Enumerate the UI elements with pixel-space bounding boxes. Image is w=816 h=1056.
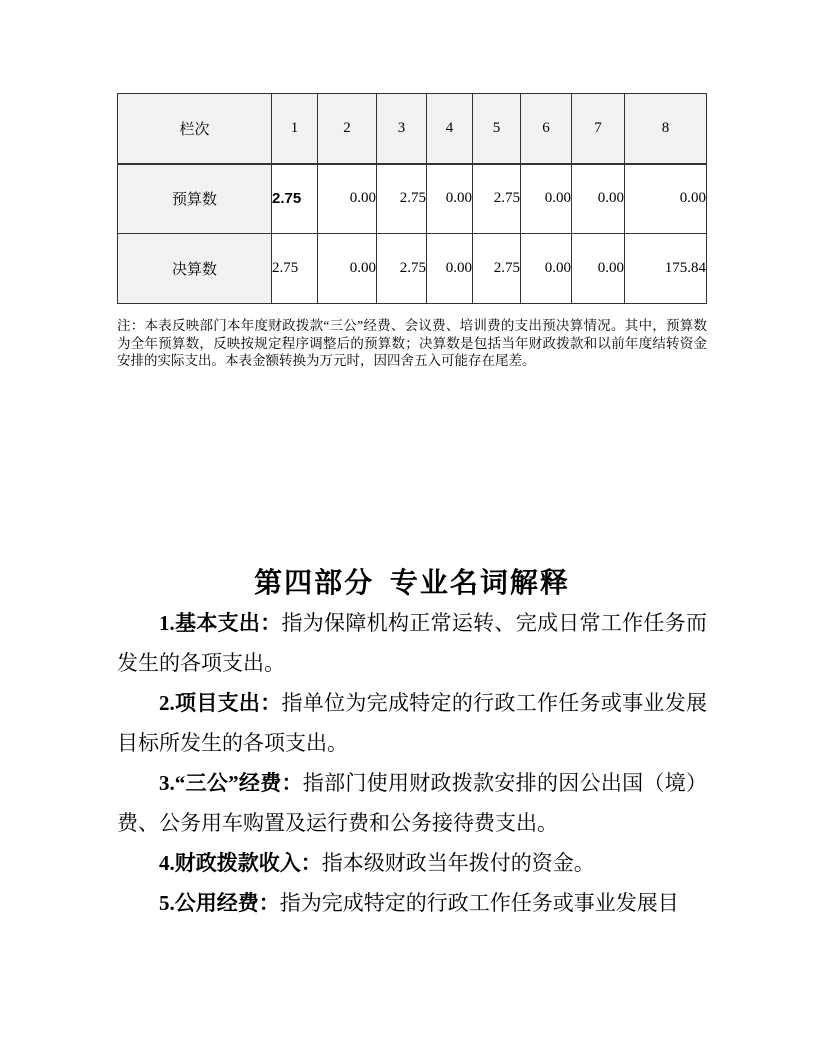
table-cell: 0.00 <box>572 234 625 304</box>
table-cell: 2.75 <box>377 234 427 304</box>
table-cell: 2.75 <box>473 234 521 304</box>
table-row-budget <box>118 164 707 234</box>
table-note: 注：本表反映部门本年度财政拨款“三公”经费、会议费、培训费的支出预决算情况。其中，预算数为全年预算数，反映按规定程序调整后的预算数；决算数是包括当年财政拨款和以前年度结转资金安排的实际支出。本表金额转换为万元时，因四舍五入可能存在尾差。 <box>117 318 707 368</box>
table-cell: 0.00 <box>318 164 377 234</box>
term-label: 1.基本支出： <box>159 610 282 635</box>
term-definition: 指部门使用财政拨款安排的因公出国（境）费、公务用车购置及运行费和公务接待费支出。 <box>117 770 707 835</box>
column-header-8: 8 <box>625 94 707 164</box>
column-header-2: 2 <box>318 94 377 164</box>
table-cell: 0.00 <box>318 234 377 304</box>
term-paragraph-three-public-funds <box>117 763 707 843</box>
three-public-funds-table <box>117 93 707 304</box>
column-header-6: 6 <box>521 94 572 164</box>
term-label: 3.“三公”经费： <box>159 770 303 795</box>
table-cell: 0.00 <box>521 164 572 234</box>
table-cell: 0.00 <box>572 164 625 234</box>
table-cell: 0.00 <box>427 164 473 234</box>
term-paragraph-fiscal-appropriation-income <box>117 843 707 883</box>
table-cell: 0.00 <box>427 234 473 304</box>
term-paragraph-basic-expenditure <box>117 603 707 683</box>
term-label: 5.公用经费： <box>159 890 280 915</box>
row-label-budget: 预算数 <box>118 164 272 234</box>
table-cell: 2.75 <box>272 234 318 304</box>
table-header-row <box>118 94 707 164</box>
term-paragraph-project-expenditure <box>117 683 707 763</box>
table-cell: 0.00 <box>625 164 707 234</box>
term-label: 4.财政拨款收入： <box>159 850 322 875</box>
term-paragraph-public-funds <box>117 883 707 923</box>
table-cell: 2.75 <box>272 164 318 234</box>
table-row-final-accounts <box>118 234 707 304</box>
table-corner-label: 栏次 <box>118 94 272 164</box>
table-cell: 2.75 <box>377 164 427 234</box>
term-definition: 指为保障机构正常运转、完成日常工作任务而发生的各项支出。 <box>117 610 708 675</box>
term-label: 2.项目支出： <box>159 690 282 715</box>
table-cell: 175.84 <box>625 234 707 304</box>
table-cell: 0.00 <box>521 234 572 304</box>
term-definition: 指本级财政当年拨付的资金。 <box>321 850 595 875</box>
section-title: 第四部分 专业名词解释 <box>254 566 570 598</box>
row-label-final-accounts: 决算数 <box>118 234 272 304</box>
term-definition: 指为完成特定的行政工作任务或事业发展目 <box>279 890 679 915</box>
column-header-7: 7 <box>572 94 625 164</box>
column-header-4: 4 <box>427 94 473 164</box>
column-header-5: 5 <box>473 94 521 164</box>
table-cell: 2.75 <box>473 164 521 234</box>
column-header-1: 1 <box>272 94 318 164</box>
column-header-3: 3 <box>377 94 427 164</box>
term-definition: 指单位为完成特定的行政工作任务或事业发展目标所发生的各项支出。 <box>117 690 708 755</box>
